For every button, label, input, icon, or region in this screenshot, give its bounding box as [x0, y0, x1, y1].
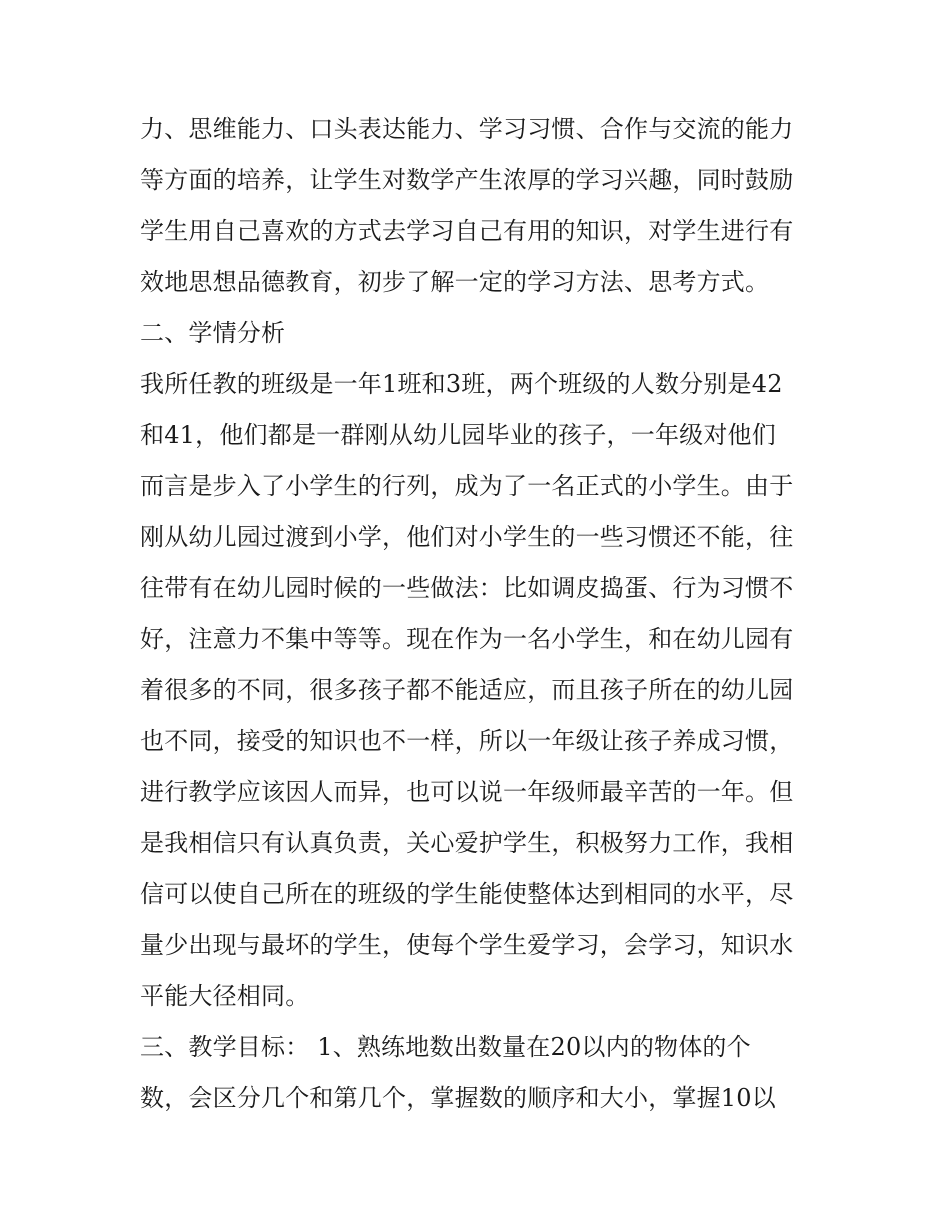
text-line: 学生用自己喜欢的方式去学习自己有用的知识，对学生进行有 — [140, 217, 794, 245]
text-line: 进行教学应该因人而异，也可以说一年级师最辛苦的一年。但 — [140, 778, 794, 806]
text-line: 着很多的不同，很多孩子都不能适应，而且孩子所在的幼儿园 — [140, 676, 794, 704]
text-line: 好，注意力不集中等等。现在作为一名小学生，和在幼儿园有 — [140, 625, 794, 653]
text-line: 我所任教的班级是一年1班和3班，两个班级的人数分别是42 — [140, 370, 783, 398]
text-line: 量少出现与最坏的学生，使每个学生爱学习，会学习，知识水 — [140, 931, 794, 959]
section-heading-teaching-goals: 三、教学目标： 1、熟练地数出数量在20以内的物体的个 — [140, 1033, 751, 1061]
text-line: 信可以使自己所在的班级的学生能使整体达到相同的水平，尽 — [140, 880, 794, 908]
text-line: 而言是步入了小学生的行列，成为了一名正式的小学生。由于 — [140, 472, 794, 500]
text-line: 等方面的培养，让学生对数学产生浓厚的学习兴趣，同时鼓励 — [140, 166, 794, 194]
text-line: 力、思维能力、口头表达能力、学习习惯、合作与交流的能力 — [140, 115, 794, 143]
text-line: 和41，他们都是一群刚从幼儿园毕业的孩子，一年级对他们 — [140, 421, 776, 449]
text-line: 效地思想品德教育，初步了解一定的学习方法、思考方式。 — [140, 268, 770, 296]
text-line: 往带有在幼儿园时候的一些做法：比如调皮捣蛋、行为习惯不 — [140, 574, 794, 602]
text-line: 平能大径相同。 — [140, 982, 310, 1010]
document-body — [140, 104, 820, 1124]
text-line: 也不同，接受的知识也不一样，所以一年级让孩子养成习惯， — [140, 727, 794, 755]
text-line: 数，会区分几个和第几个，掌握数的顺序和大小，掌握10以 — [140, 1084, 776, 1112]
text-line: 刚从幼儿园过渡到小学，他们对小学生的一些习惯还不能，往 — [140, 523, 794, 551]
text-line: 是我相信只有认真负责，关心爱护学生，积极努力工作，我相 — [140, 829, 794, 857]
section-heading-learning-analysis: 二、学情分析 — [140, 319, 286, 347]
